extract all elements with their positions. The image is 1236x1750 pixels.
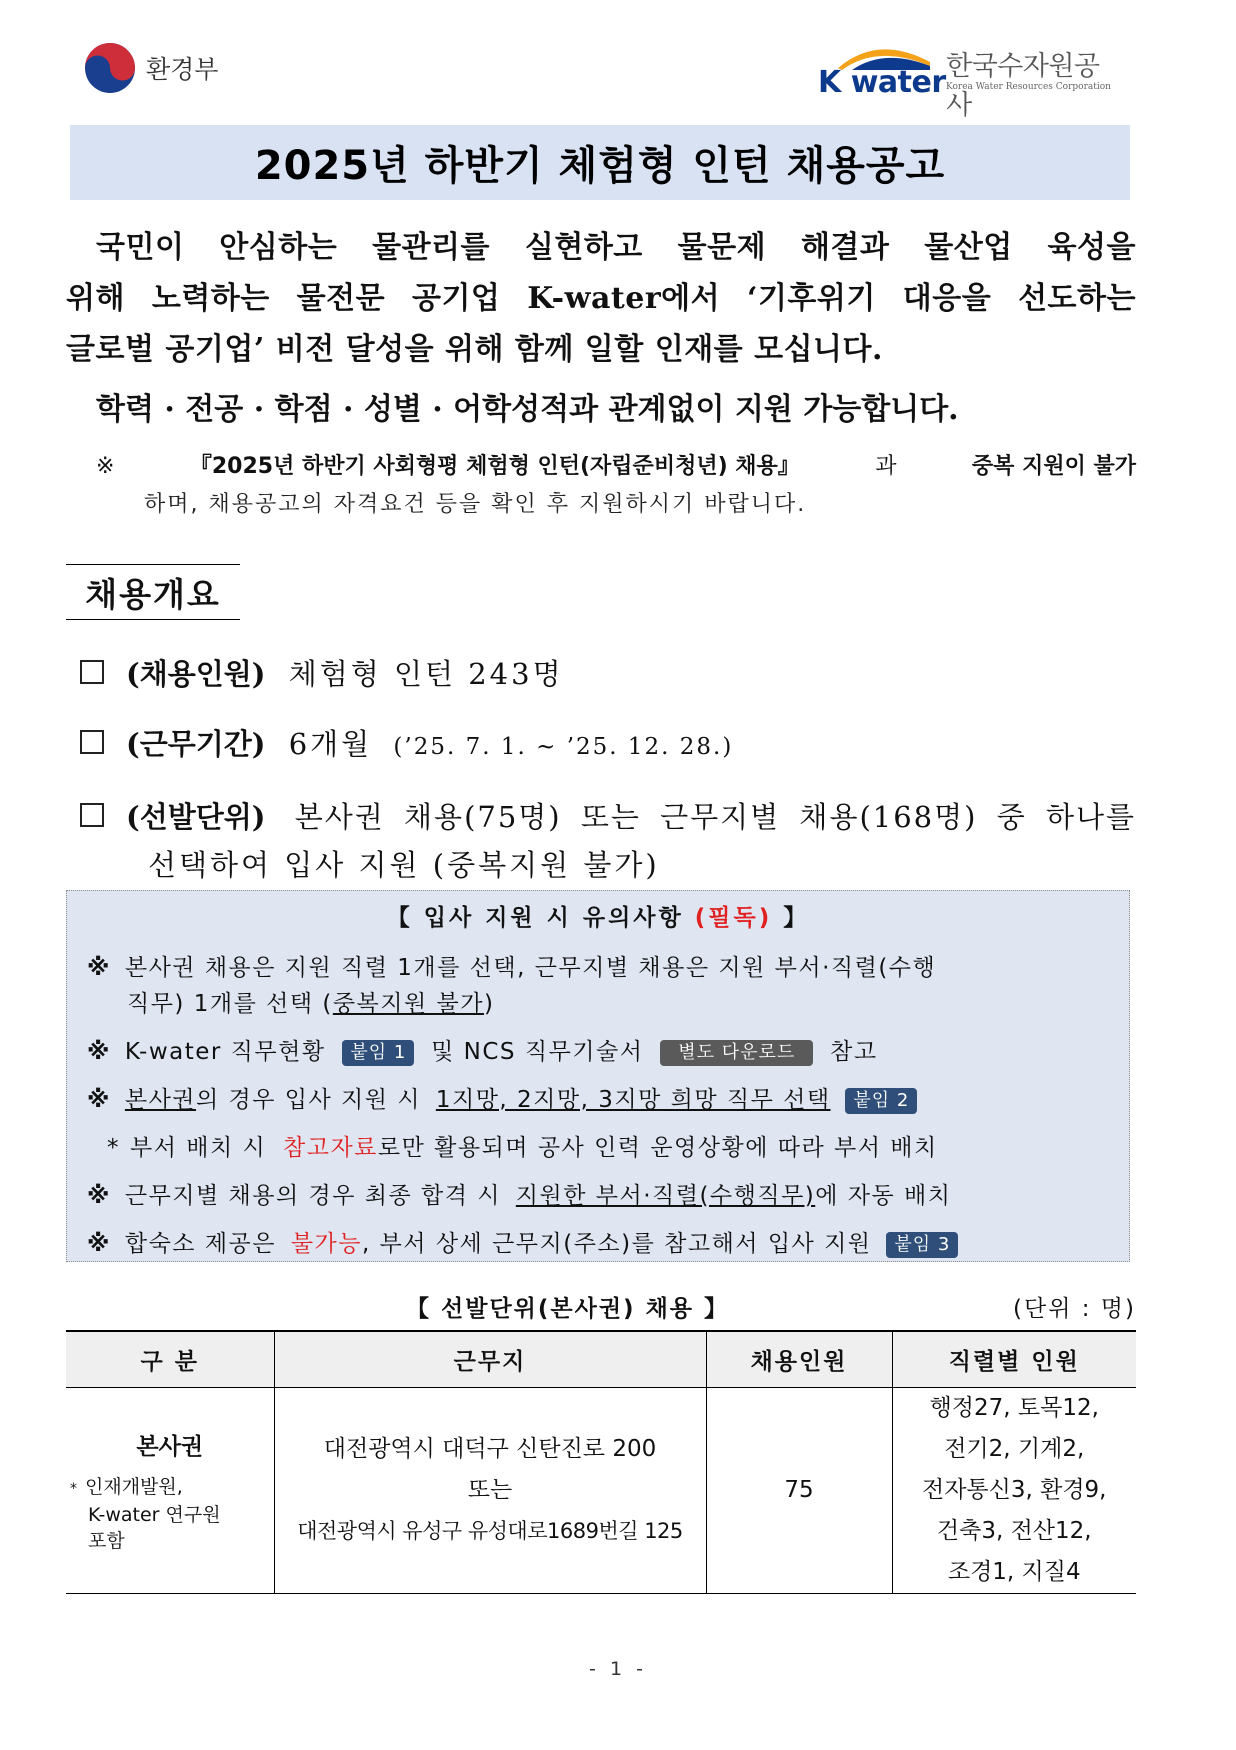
column-header: 채용인원 [706,1331,892,1387]
checkbox-icon [80,730,104,754]
notice-box [66,890,1130,1262]
notice-line: 직무) 1개를 선택 (중복지원 불가) [127,991,495,1017]
title-banner [70,125,1130,200]
column-header: 근무지 [274,1331,706,1387]
page-title: 2025년 하반기 체험형 인턴 채용공고 [254,143,946,189]
checkbox-icon [80,660,104,684]
checkbox-icon [80,803,104,827]
corp-name: 한국수자원공사 [946,51,1100,121]
note-line-2: 하며, 채용공고의 자격요건 등을 확인 후 지원하시기 바랍니다. [144,492,807,517]
section-title: 채용개요 [66,564,240,620]
item-text-continued: 선택하여 입사 지원 (중복지원 불가) [148,848,660,882]
note-mid: 과 [875,454,897,479]
table-row [66,1387,1136,1593]
intro-line-2: 위해 노력하는 물전문 공기업 K-water에서 ‘기후위기 대응을 선도하는 [66,281,1136,316]
note-reference: 『2025년 하반기 사회형평 체험형 인턴(자립준비청년) 채용』 [189,454,800,479]
item-label: (근무기간) [126,727,266,761]
download-badge[interactable]: 별도 다운로드 [660,1040,813,1066]
attachment-2-badge[interactable]: 붙임 2 [845,1088,917,1114]
job-breakdown-cell: 행정27, 토목12, 전기2, 기계2, 전자통신3, 환경9, 건축3, 전산12, 조경1, 지질4 [892,1387,1136,1593]
attachment-1-badge[interactable]: 붙임 1 [342,1040,414,1066]
intro-paragraph [66,222,1136,375]
unit-note: * 인재개발원, K-water 연구원 포함 [70,1475,221,1552]
ministry-name: 환경부 [146,55,219,84]
notice-line: ※ K-water 직무현황 붙임 1 및 NCS 직무기술서 별도 다운로드 참고 [87,1039,878,1065]
attachment-3-badge[interactable]: 붙임 3 [886,1232,958,1258]
address-2: 대전광역시 유성구 유성대로1689번길 125 [297,1518,683,1543]
table-unit: (단위 : 명) [1013,1296,1136,1322]
kwater-logo [818,40,1118,121]
notice-line: ※ 합숙소 제공은 불가능, 부서 상세 근무지(주소)를 참고해서 입사 지원 붙임 3 [87,1226,1109,1262]
address-1: 대전광역시 대덕구 신탄진로 200 [323,1435,657,1462]
notice-line: ※ 본사권의 경우 입사 지원 시 1지망, 2지망, 3지망 희망 직무 선택 붙임 2 [87,1082,1109,1118]
item-label: (선발단위) [126,800,266,834]
intro-line-4: 학력 · 전공 · 학점 · 성별 · 어학성적과 관계없이 지원 가능합니다. [96,392,959,427]
table-caption [66,1290,1136,1326]
intro-line-1: 국민이 안심하는 물관리를 실현하고 물문제 해결과 물산업 육성을 [96,230,1136,265]
ministry-logo [84,42,218,94]
note-tail: 중복 지원이 불가 [971,454,1136,479]
workplace-cell [274,1387,706,1593]
list-item [80,720,1136,771]
column-header: 구 분 [66,1331,274,1387]
notice-line: ※ 본사권 채용은 지원 직렬 1개를 선택, 근무지별 채용은 지원 부서·직렬(수행 [87,955,937,981]
unit-name: 본사권 [136,1433,204,1460]
column-header: 직렬별 인원 [892,1331,1136,1387]
note-mark: ※ [96,454,115,479]
item-label: (채용인원) [126,657,266,691]
address-or: 또는 [467,1476,513,1503]
duplicate-note [96,448,1136,524]
header-logos [0,0,1236,121]
item-text: 체험형 인턴 243명 [288,657,564,691]
item-subtext: (’25. 7. 1. ~ ’25. 12. 28.) [393,734,734,760]
kwater-brand: K water [818,65,946,100]
table-title: 【 선발단위(본사권) 채용 】 [406,1296,730,1322]
selection-unit-table [66,1330,1136,1594]
item-text: 본사권 채용(75명) 또는 근무지별 채용(168명) 중 하나를 [294,800,1136,834]
notice-title: 【 입사 지원 시 유의사항 (필독) 】 [386,905,810,931]
notice-line: ※ 근무지별 채용의 경우 최종 합격 시 지원한 부서·직렬(수행직무)에 자동 배치 [87,1183,952,1209]
list-item [80,793,1136,889]
corp-name-en: Korea Water Resources Corporation [946,82,1111,92]
page-number: - 1 - [589,1658,647,1680]
unit-cell [66,1387,274,1593]
list-item [80,650,1136,698]
headcount-cell: 75 [706,1387,892,1593]
overview-list [80,650,1136,911]
notice-subline: * 부서 배치 시 참고자료로만 활용되며 공사 인력 운영상황에 따라 부서 배치 [107,1135,938,1161]
taegeuk-emblem-icon [84,42,136,94]
item-text: 6개월 [288,727,373,761]
intro-line-3: 글로벌 공기업’ 비전 달성을 위해 함께 일할 인재를 모십니다. [66,332,883,367]
table-header-row [66,1331,1136,1387]
